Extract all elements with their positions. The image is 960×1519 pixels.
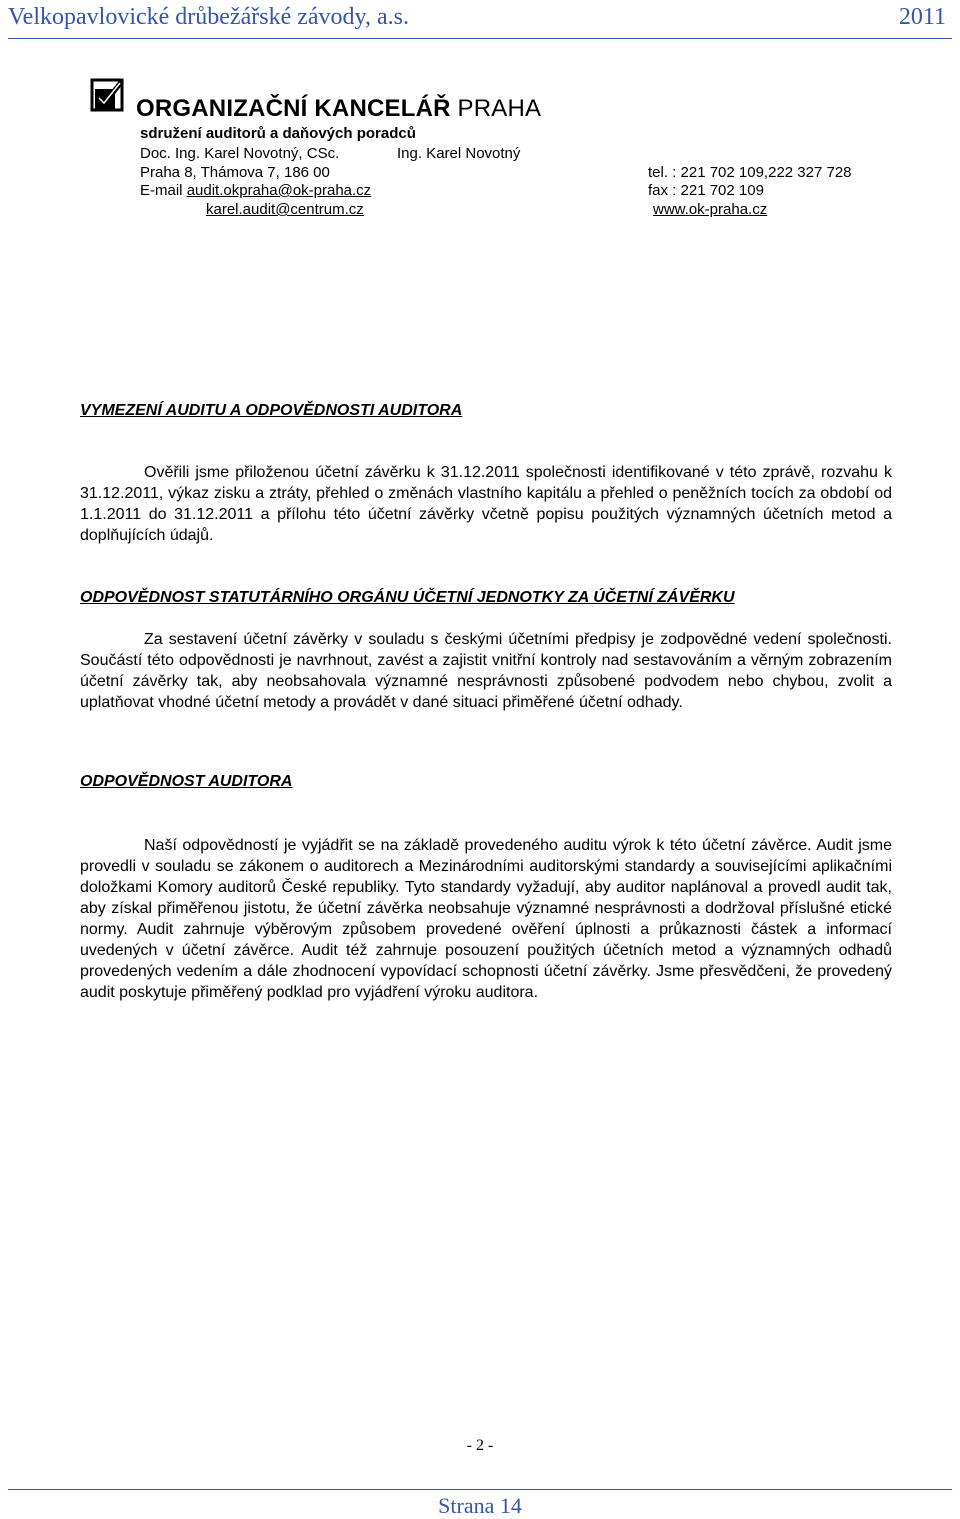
email-label: E-mail: [140, 182, 183, 199]
section-text-auditor: [80, 835, 892, 1003]
email-line: [140, 182, 371, 199]
person-1: Doc. Ing. Karel Novotný, CSc.: [140, 145, 340, 162]
section-heading-auditor: ODPOVĚDNOST AUDITORA: [80, 773, 293, 790]
section-text-statutory-body-body: Za sestavení účetní závěrky v souladu s českými účetními předpisy je zodpovědné vedení společnosti. Součástí této odpovědnosti je navrhnout, zavést a zajistit vnitřní kontroly nad sestavováním a věrným zobrazením účetní závěrky tak, aby neobsahovala významné nesprávnosti způsobené podvodem nebo chybou, zvolit a uplatňovat vhodné účetní metody a provádět v dané situaci přiměřené účetní odhady.: [80, 631, 892, 711]
company-name: Velkopavlovické drůbežářské závody, a.s.: [8, 4, 409, 30]
page-number: - 2 -: [466, 1437, 494, 1454]
telephone: tel. : 221 702 109,222 327 728: [648, 164, 852, 181]
website: [653, 201, 767, 218]
org-name: [136, 95, 541, 123]
section-heading-statutory-body: ODPOVĚDNOST STATUTÁRNÍHO ORGÁNU ÚČETNÍ JEDNOTKY ZA ÚČETNÍ ZÁVĚRKU: [80, 589, 735, 606]
header-rule: [8, 38, 952, 39]
org-city: PRAHA: [457, 95, 542, 122]
org-name-main: ORGANIZAČNÍ KANCELÁŘ: [136, 95, 451, 122]
org-subtitle: sdružení auditorů a daňových poradců: [140, 125, 416, 142]
person-2: Ing. Karel Novotný: [397, 145, 521, 162]
address: Praha 8, Thámova 7, 186 00: [140, 164, 330, 181]
email-link-2[interactable]: karel.audit@centrum.cz: [206, 201, 364, 218]
section-text-audit-scope: [80, 462, 892, 546]
fax: fax : 221 702 109: [648, 182, 764, 199]
header-year: 2011: [898, 4, 946, 30]
section-text-audit-scope-body: Ověřili jsme přiloženou účetní závěrku k 31.12.2011 společnosti identifikované v této zprávě, rozvahu k 31.12.2011, výkaz zisku a ztráty, přehled o změnách vlastního kapitálu a přehled o peněžních tocích za období od 1.1.2011 do 31.12.2011 a přílohu této účetní závěrky včetně popisu použitých významných účetních metod a doplňujících údajů.: [80, 464, 892, 544]
website-link[interactable]: www.ok-praha.cz: [653, 201, 768, 218]
page-header: [0, 0, 960, 40]
checkmark-box-icon: [90, 78, 124, 112]
section-text-auditor-body: Naší odpovědností je vyjádřit se na základě provedeného auditu výrok k této účetní závěrce. Audit jsme provedli v souladu se zákonem o auditorech a Mezinárodními auditorskými standardy a souvisejícími aplikačními doložkami Komory auditorů České republiky. Tyto standardy vyžadují, aby auditor naplánoval a provedl audit tak, aby získal přiměřenou jistotu, že účetní závěrka neobsahuje významné nesprávnosti a dodržoval příslušné etické normy. Audit zahrnuje výběrovým způsobem provedené ověření úplnosti a průkaznosti částek a informací uvedených v účetní závěrce. Audit též zahrnuje posouzení použitých účetních metod a významných odhadů provedených vedením a dále zhodnocení vypovídací schopnosti účetní závěrky. Jsme přesvědčeni, že provedený audit poskytuje přiměřený podklad pro vyjádření výroku auditora.: [80, 837, 892, 1001]
section-heading-audit-scope: VYMEZENÍ AUDITU A ODPOVĚDNOSTI AUDITORA: [80, 402, 463, 419]
section-text-statutory-body: [80, 629, 892, 713]
footer-page-label: Strana 14: [438, 1493, 522, 1518]
email-link-1[interactable]: audit.okpraha@ok-praha.cz: [186, 182, 372, 199]
letterhead: [90, 75, 890, 225]
email-line-2: [206, 201, 364, 218]
footer-rule: [8, 1489, 952, 1490]
